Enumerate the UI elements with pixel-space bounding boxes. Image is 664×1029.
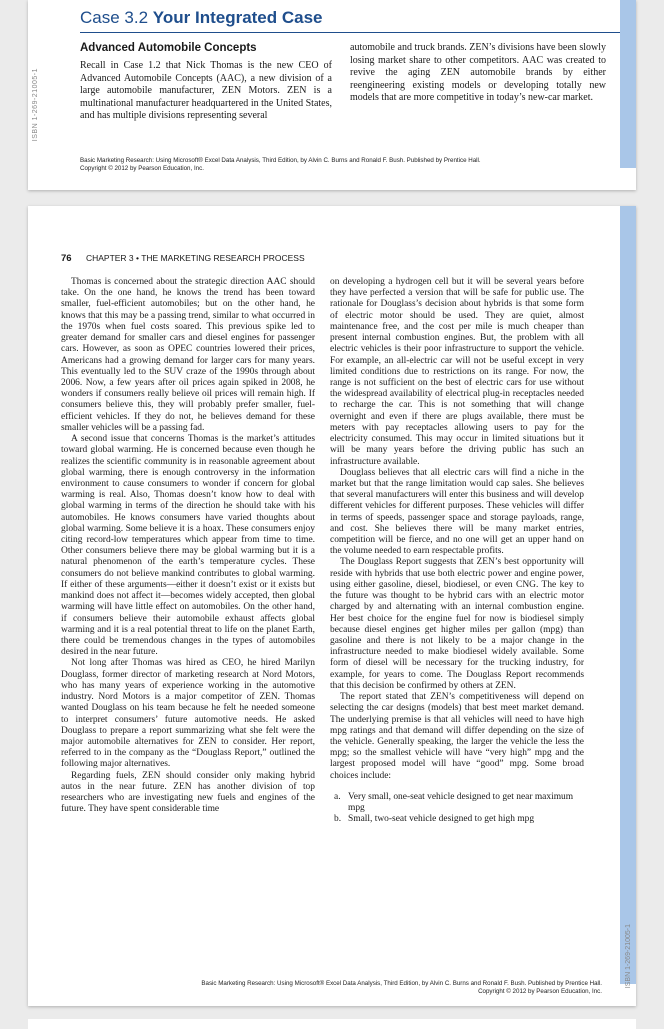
paragraph: Regarding fuels, ZEN should consider only making hybrid autos in the near future. ZEN has another division of top researchers who are investigating new fuels and engines of the future. They have spent considerable time bbox=[61, 770, 315, 815]
page-number: 76 bbox=[61, 253, 72, 264]
isbn-sidebar: ISBN 1-269-21005-1 bbox=[625, 924, 632, 989]
paragraph: The report stated that ZEN’s competitiveness will depend on selecting the car designs (models) that best meet market demand. The underlying premise is that all vehicles will need to have high mpg ratings and that demand will differ depending on the size of the vehicle. Generally speaking, the larger the vehicle the less the mpg; so the smallest vehicle will have “very high” mpg and the largest proposed model will have “good” mpg. Some broad choices include: bbox=[330, 692, 584, 781]
isbn-sidebar: ISBN 1-269-21005-1 bbox=[32, 68, 39, 142]
list-marker: b. bbox=[334, 814, 342, 825]
case-label: Case 3.2 bbox=[80, 8, 149, 27]
case-intro-text-left: Recall in Case 1.2 that Nick Thomas is the new CEO of Advanced Automobile Concepts (AAC), a new division of a large automobile manufacturer, ZEN Motors. ZEN is a multinational manufacturer headquartered in the United States, and has multiple divisions representing several bbox=[80, 60, 332, 122]
page-footer bbox=[80, 157, 481, 173]
case-subheading: Advanced Automobile Concepts bbox=[80, 42, 257, 54]
list-item-text: Small, two-seat vehicle designed to get high mpg bbox=[348, 814, 535, 825]
case-intro-left-column bbox=[80, 42, 332, 123]
left-text-column bbox=[61, 277, 315, 816]
paragraph: A second issue that concerns Thomas is the market’s attitudes toward global warming. He is concerned because even though he realizes the scientific community is in reasonable agreement about global warming, there is enough controversy in the information environment to cause consumers to wonder if concern for global warming is real. Also, Thomas doesn’t know how to deal with global warming in terms of the direction he should take with his automobiles. He knows consumers have varied thoughts about global warming. Some believe it is a hoax. These consumers enjoy citing record-low temperatures which appear from time to time. Other consumers believe there may be global warming but it is a natural phenomenon of the earth’s temperature cycles. These consumers do not believe mankind contributes to global warming. If either of these arguments—either it doesn’t exist or it exists but mankind does not affect it—becomes widely accepted, then global warming will have little effect on automobiles. On the other hand, if consumers believe their automobile exhaust affects global warming and it is a real potential threat to life on the planet Earth, there could be tremendous changes in the types of automobiles desired in the near future. bbox=[61, 434, 315, 658]
paragraph: Douglass believes that all electric cars will find a niche in the market but that the range limitation would cap sales. She believes that several manufacturers will enter this business and will develop different vehicles for different purposes. These vehicles will differ in terms of speeds, passenger space and storage payloads, range, and cost. She believes there will be many market entries, competition will be fierce, and no one will get an upper hand on the volume needed to earn respectable profits. bbox=[330, 467, 584, 557]
page-76 bbox=[28, 206, 636, 1006]
page-preceding bbox=[28, 0, 636, 190]
list-item-text: Very small, one-seat vehicle designed to get near maximum mpg bbox=[348, 791, 574, 814]
page-edge-bar bbox=[620, 206, 636, 984]
page-footer bbox=[201, 980, 602, 996]
footer-citation: Basic Marketing Research: Using Microsoft® Excel Data Analysis, Third Edition, by Alvin C. Burns and Ronald F. Bush. Published by Prentice Hall. bbox=[201, 980, 602, 987]
chapter-title: CHAPTER 3 • THE MARKETING RESEARCH PROCESS bbox=[85, 253, 305, 263]
title-divider bbox=[80, 32, 620, 33]
footer-citation: Basic Marketing Research: Using Microsoft® Excel Data Analysis, Third Edition, by Alvin C. Burns and Ronald F. Bush. Published by Prentice Hall. bbox=[80, 157, 481, 164]
footer-copyright: Copyright © 2012 by Pearson Education, Inc. bbox=[478, 988, 602, 995]
case-intro-text-right: automobile and truck brands. ZEN’s divisions have been slowly losing market share to other competitors. AAC was created to revive the aging ZEN automobile brands by either reengineering existing models or developing totally new models that are more competitive in today’s new-car market. bbox=[350, 42, 606, 104]
right-text-column bbox=[330, 277, 584, 826]
paragraph: Thomas is concerned about the strategic direction AAC should take. On the one hand, he knows the trend has been toward smaller, fuel-efficient automobiles; but on the other hand, he knows that this may be a passing trend, similar to what occurred in the 1970s when fuel costs soared. This previous spike led to greater demand for smaller cars and diesel engines for passenger cars. However, as soon as OPEC countries lowered their prices, Americans had a growing demand for larger cars for many years. This eventually led to the SUV craze of the 1990s through about 2006. Now, a few years after oil prices again spiked in 2008, he wonders if consumers really believe oil prices will remain high. If consumers believe this, they will probably prefer smaller, fuel-efficient vehicles. If they do not, he believes demand for these smaller vehicles will be a passing fad. bbox=[61, 277, 315, 433]
paragraph: Not long after Thomas was hired as CEO, he hired Marilyn Douglass, former director of marketing research at Nord Motors, who has many years of experience working in the automotive industry. Nord Motors is a major competitor of ZEN. Thomas wanted Douglass on his team because he felt he needed someone to interpret consumers’ future automotive needs. He asked Douglass to prepare a report summarizing what she felt were the major automobile alternatives for ZEN to consider. Her report, referred to in the company as the “Douglass Report,” outlined the following major alternatives. bbox=[61, 658, 315, 770]
case-title bbox=[80, 8, 323, 28]
page-edge-bar bbox=[620, 0, 636, 168]
list-item bbox=[330, 814, 584, 825]
running-header bbox=[61, 253, 305, 264]
case-name: Your Integrated Case bbox=[152, 8, 323, 27]
footer-copyright: Copyright © 2012 by Pearson Education, Inc. bbox=[80, 165, 204, 172]
page-following bbox=[28, 1019, 636, 1029]
list-item bbox=[330, 792, 584, 814]
paragraph-continued: on developing a hydrogen cell but it will be several years before they have perfected a version that will be safe for public use. The rationale for Douglass’s decision about hybrids is that some form of electric motor should be used. They are quiet, almost maintenance free, and the cost per mile is much cheaper than present internal combustion engines. But, the problem with all electric vehicles is their poor infrastructure to support the vehicle. For example, an all-electric car will not be useful except in very limited conditions due to restrictions on its range. For now, the range is not sufficient on the best of electric cars for use without the widespread availability of electrical plug-in receptacles needed to recharge the car. This is not something that will change overnight and even if there are plugs available, there must be meters with pay receptacles allowing users to pay for the electricity consumed. This may occur in limited situations but it will be many years before the driving public has such an infrastructure available. bbox=[330, 277, 584, 467]
list-marker: a. bbox=[334, 791, 341, 802]
case-intro-right-column bbox=[350, 42, 606, 105]
paragraph: The Douglass Report suggests that ZEN’s best opportunity will reside with hybrids that use both electric power and engine power, using either gasoline, diesel, biodiesel, or even CNG. The key to the future was thought to be hybrid cars with an electric motor charged by and alternating with an internal combustion engine. Her best choice for the engine fuel for now is biodiesel simply because diesel engines get higher miles per gallon (mpg) than gasoline and there is not likely to be a major change in the infrastructure needed to make biodiesel widely available. Some form of diesel will be necessary for the trucking industry, for example, for years to come. The Douglass Report recommends that this decision be confirmed by others at ZEN. bbox=[330, 557, 584, 691]
